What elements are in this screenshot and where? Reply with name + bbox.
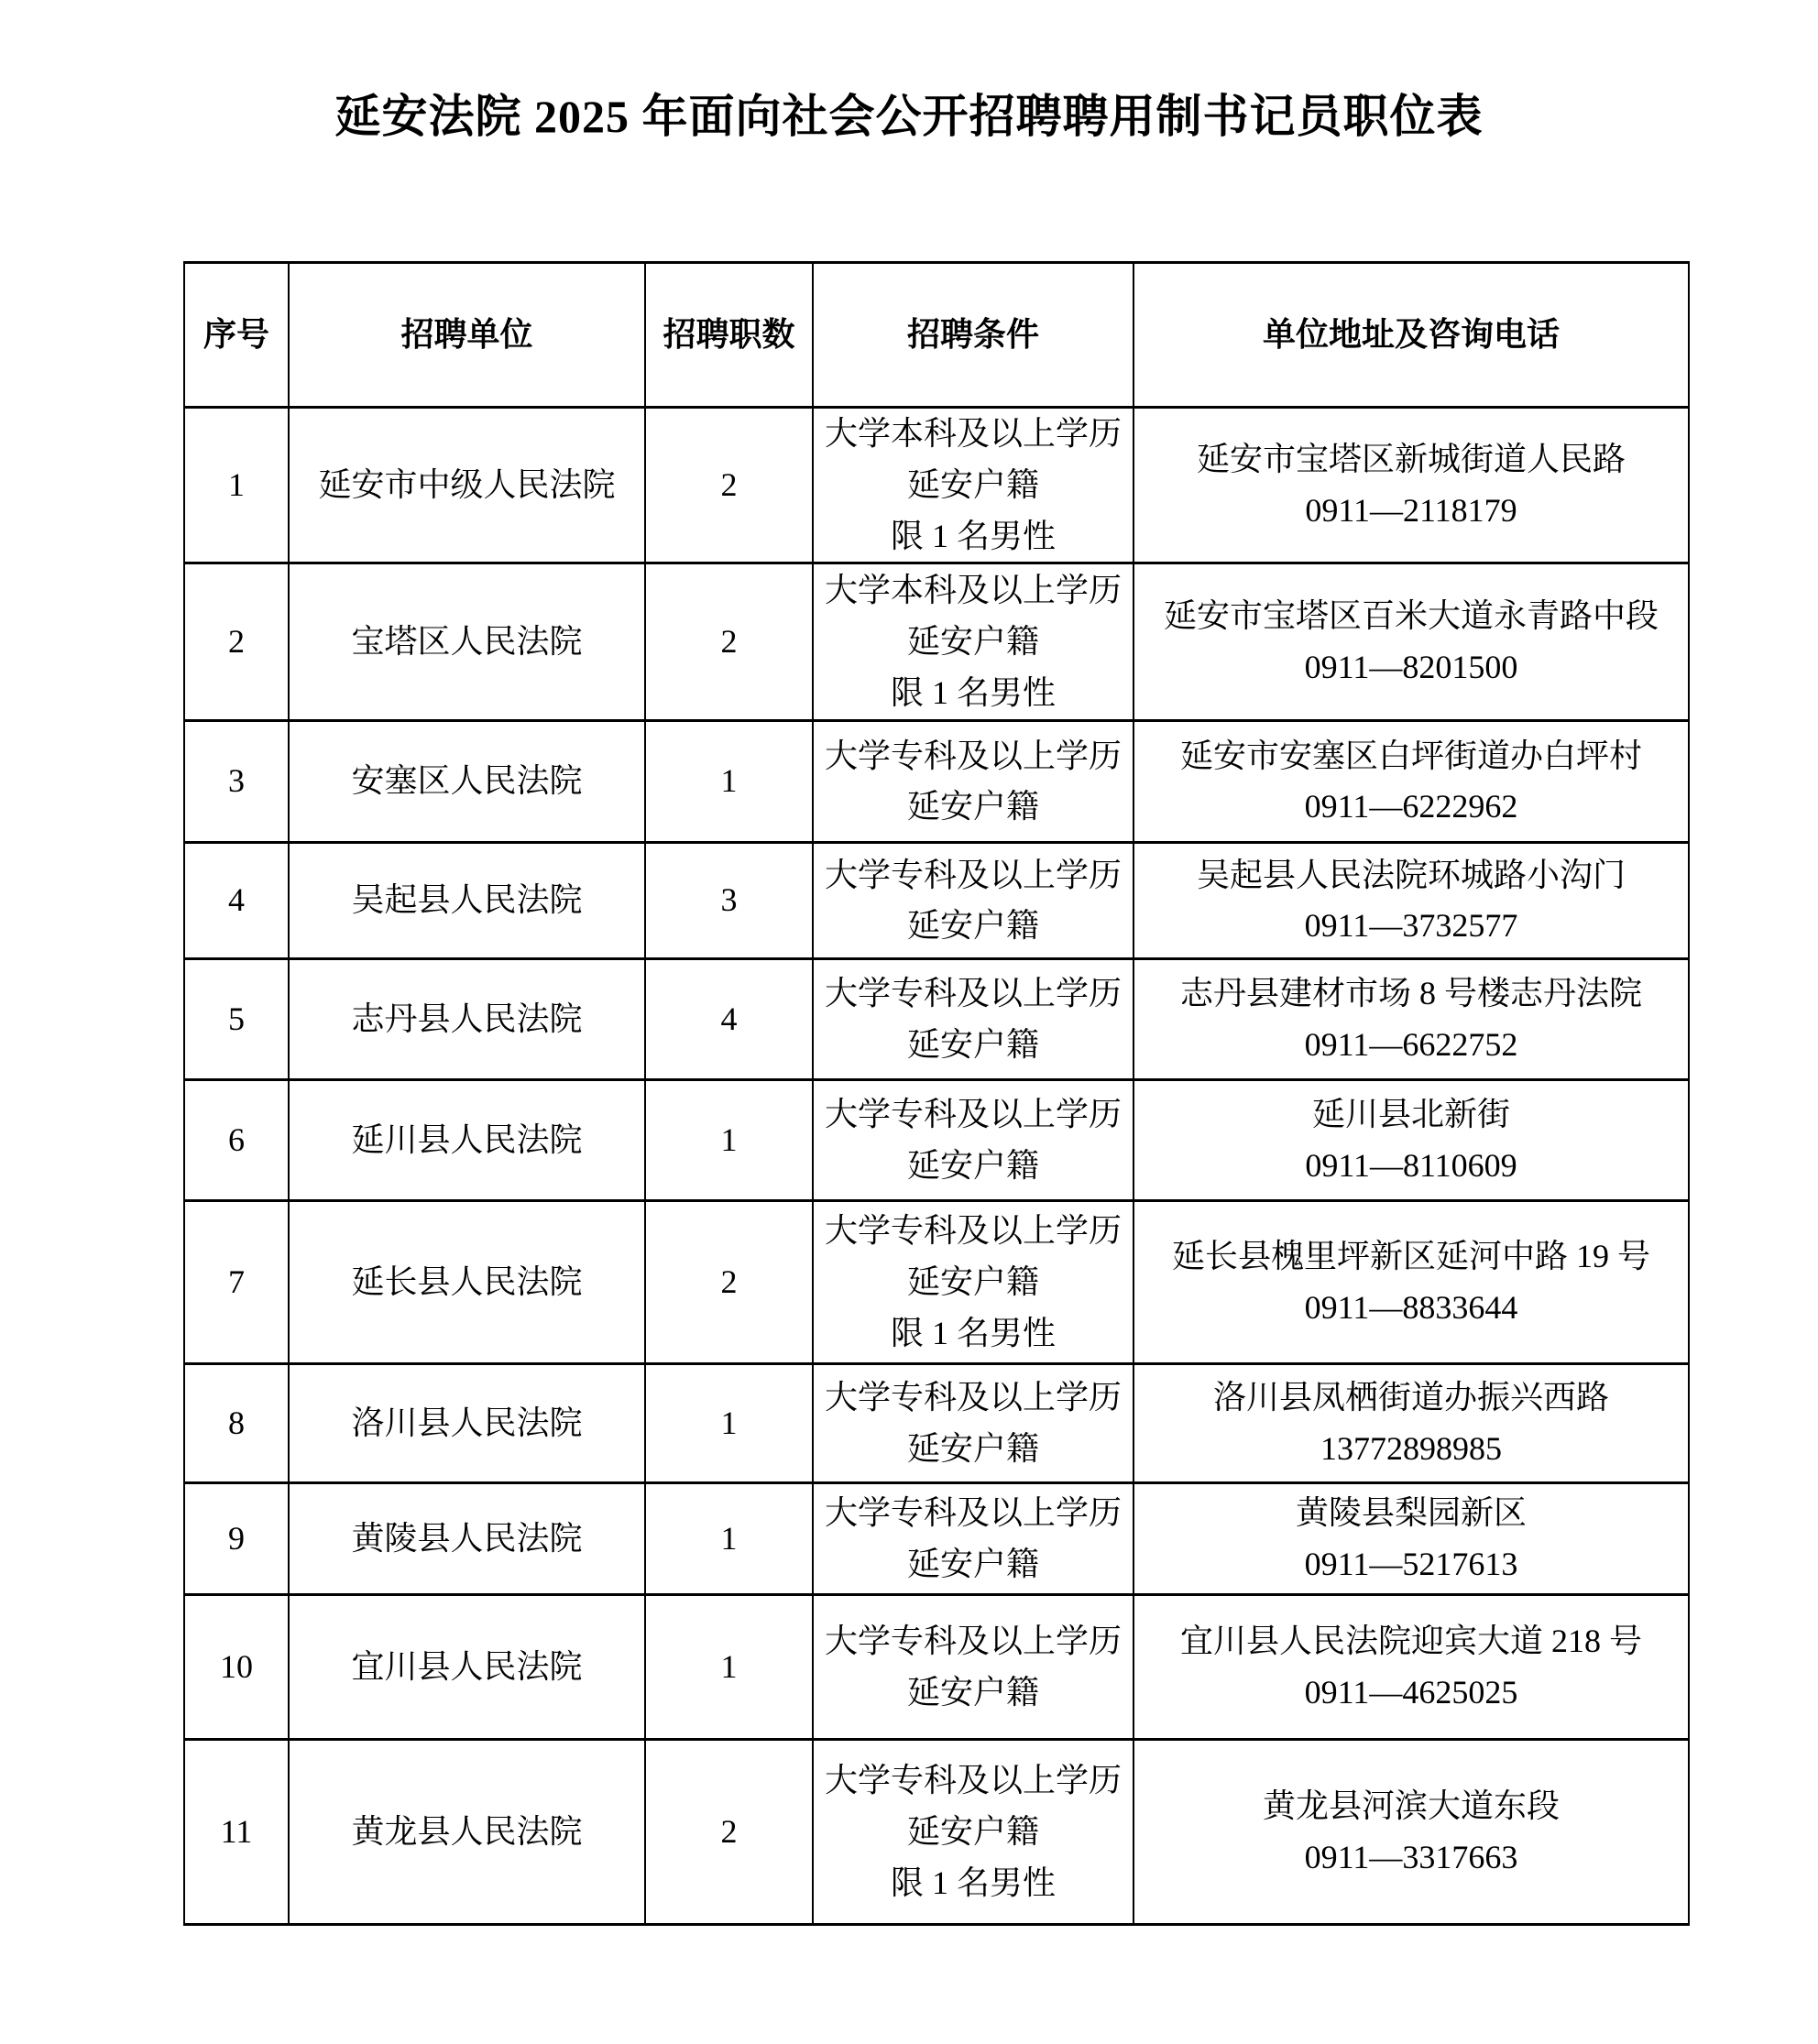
address-line: 吴起县人民法院环城路小沟门 bbox=[1196, 856, 1626, 893]
table-row bbox=[184, 1483, 1689, 1595]
cell-conditions: 大学专科及以上学历 延安户籍 bbox=[813, 1595, 1134, 1740]
address-line: 延川县北新街 bbox=[1311, 1096, 1510, 1133]
address-line: 洛川县凤栖街道办振兴西路 bbox=[1212, 1379, 1609, 1416]
table-row bbox=[184, 721, 1689, 843]
cell-address bbox=[1134, 1080, 1689, 1201]
cell-no: 5 bbox=[184, 959, 289, 1080]
cell-unit: 延安市中级人民法院 bbox=[289, 408, 645, 563]
cell-conditions: 大学本科及以上学历 延安户籍 限 1 名男性 bbox=[813, 408, 1134, 563]
phone-line: 0911—4625025 bbox=[1304, 1673, 1518, 1711]
cell-no: 11 bbox=[184, 1740, 289, 1925]
table-row bbox=[184, 843, 1689, 959]
address-line: 黄陵县梨园新区 bbox=[1295, 1494, 1527, 1532]
cell-no: 2 bbox=[184, 563, 289, 721]
table-row bbox=[184, 1364, 1689, 1483]
address-line: 延安市安塞区白坪街道办白坪村 bbox=[1179, 737, 1642, 774]
cell-count: 1 bbox=[645, 721, 813, 843]
cell-unit: 延川县人民法院 bbox=[289, 1080, 645, 1201]
cell-address bbox=[1134, 563, 1689, 721]
cell-address bbox=[1134, 1201, 1689, 1364]
cell-address bbox=[1134, 959, 1689, 1080]
cell-unit: 志丹县人民法院 bbox=[289, 959, 645, 1080]
cell-conditions: 大学专科及以上学历 延安户籍 bbox=[813, 721, 1134, 843]
col-header-count: 招聘职数 bbox=[645, 263, 813, 408]
cell-conditions: 大学专科及以上学历 延安户籍 bbox=[813, 1483, 1134, 1595]
cell-conditions: 大学专科及以上学历 延安户籍 限 1 名男性 bbox=[813, 1201, 1134, 1364]
cell-address bbox=[1134, 408, 1689, 563]
cell-conditions: 大学本科及以上学历 延安户籍 限 1 名男性 bbox=[813, 563, 1134, 721]
table-row bbox=[184, 1595, 1689, 1740]
cell-count: 2 bbox=[645, 1740, 813, 1925]
cell-conditions: 大学专科及以上学历 延安户籍 限 1 名男性 bbox=[813, 1740, 1134, 1925]
cell-address bbox=[1134, 1595, 1689, 1740]
table-row bbox=[184, 1740, 1689, 1925]
page-title: 延安法院 2025 年面向社会公开招聘聘用制书记员职位表 bbox=[334, 91, 1484, 142]
cell-count: 2 bbox=[645, 563, 813, 721]
cell-unit: 宜川县人民法院 bbox=[289, 1595, 645, 1740]
cell-no: 9 bbox=[184, 1483, 289, 1595]
cell-address bbox=[1134, 843, 1689, 959]
address-line: 志丹县建材市场 8 号楼志丹法院 bbox=[1179, 975, 1642, 1012]
cell-address bbox=[1134, 1364, 1689, 1483]
cell-no: 3 bbox=[184, 721, 289, 843]
phone-line: 0911—3732577 bbox=[1304, 907, 1518, 945]
table-row bbox=[184, 1080, 1689, 1201]
cell-count: 1 bbox=[645, 1364, 813, 1483]
cell-no: 7 bbox=[184, 1201, 289, 1364]
cell-unit: 宝塔区人民法院 bbox=[289, 563, 645, 721]
cell-conditions: 大学专科及以上学历 延安户籍 bbox=[813, 1080, 1134, 1201]
address-line: 宜川县人民法院迎宾大道 218 号 bbox=[1179, 1623, 1642, 1660]
cell-no: 1 bbox=[184, 408, 289, 563]
cell-no: 8 bbox=[184, 1364, 289, 1483]
cell-unit: 安塞区人民法院 bbox=[289, 721, 645, 843]
address-line: 延安市宝塔区新城街道人民路 bbox=[1196, 440, 1626, 477]
cell-address bbox=[1134, 721, 1689, 843]
cell-conditions: 大学专科及以上学历 延安户籍 bbox=[813, 1364, 1134, 1483]
col-header-unit: 招聘单位 bbox=[289, 263, 645, 408]
col-header-address: 单位地址及咨询电话 bbox=[1134, 263, 1689, 408]
phone-line: 0911—6622752 bbox=[1304, 1025, 1518, 1063]
col-header-no: 序号 bbox=[184, 263, 289, 408]
col-header-conditions: 招聘条件 bbox=[813, 263, 1134, 408]
job-positions-table bbox=[183, 261, 1690, 1926]
address-line: 延安市宝塔区百米大道永青路中段 bbox=[1163, 597, 1659, 635]
cell-count: 1 bbox=[645, 1483, 813, 1595]
phone-line: 13772898985 bbox=[1320, 1429, 1502, 1467]
cell-no: 10 bbox=[184, 1595, 289, 1740]
phone-line: 0911—6222962 bbox=[1304, 788, 1518, 825]
cell-count: 2 bbox=[645, 1201, 813, 1364]
table-header-row bbox=[184, 263, 1689, 408]
phone-line: 0911—8201500 bbox=[1304, 648, 1518, 685]
table-row bbox=[184, 959, 1689, 1080]
cell-no: 4 bbox=[184, 843, 289, 959]
cell-unit: 洛川县人民法院 bbox=[289, 1364, 645, 1483]
cell-unit: 黄陵县人民法院 bbox=[289, 1483, 645, 1595]
cell-count: 1 bbox=[645, 1595, 813, 1740]
phone-line: 0911—3317663 bbox=[1304, 1838, 1518, 1875]
cell-count: 1 bbox=[645, 1080, 813, 1201]
table-row bbox=[184, 563, 1689, 721]
cell-conditions: 大学专科及以上学历 延安户籍 bbox=[813, 843, 1134, 959]
cell-address bbox=[1134, 1740, 1689, 1925]
cell-conditions: 大学专科及以上学历 延安户籍 bbox=[813, 959, 1134, 1080]
cell-unit: 延长县人民法院 bbox=[289, 1201, 645, 1364]
cell-unit: 吴起县人民法院 bbox=[289, 843, 645, 959]
phone-line: 0911—8110609 bbox=[1305, 1146, 1517, 1184]
cell-count: 3 bbox=[645, 843, 813, 959]
table-row bbox=[184, 1201, 1689, 1364]
phone-line: 0911—8833644 bbox=[1304, 1288, 1518, 1326]
cell-unit: 黄龙县人民法院 bbox=[289, 1740, 645, 1925]
table-row bbox=[184, 408, 1689, 563]
cell-count: 4 bbox=[645, 959, 813, 1080]
cell-count: 2 bbox=[645, 408, 813, 563]
cell-no: 6 bbox=[184, 1080, 289, 1201]
address-line: 延长县槐里坪新区延河中路 19 号 bbox=[1171, 1238, 1650, 1275]
phone-line: 0911—2118179 bbox=[1305, 491, 1517, 529]
phone-line: 0911—5217613 bbox=[1304, 1545, 1518, 1582]
address-line: 黄龙县河滨大道东段 bbox=[1262, 1787, 1560, 1825]
cell-address bbox=[1134, 1483, 1689, 1595]
